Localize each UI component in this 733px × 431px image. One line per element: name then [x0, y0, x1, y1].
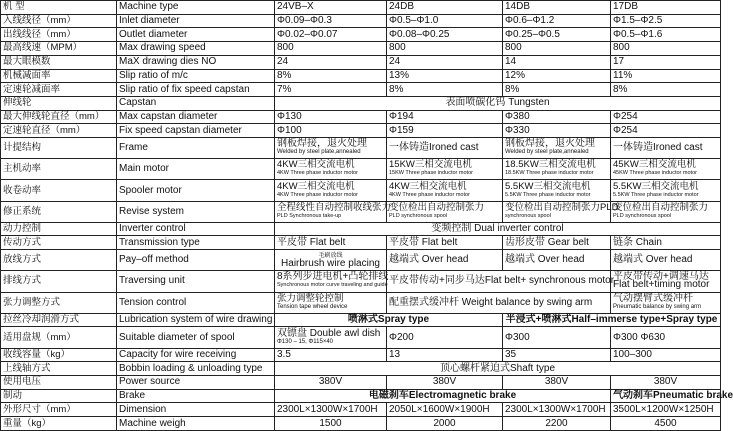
cell-text: 4KW三相交流电机 [389, 180, 467, 192]
row-label-cn: 计提结构 [1, 138, 117, 159]
table-row [1, 236, 721, 250]
table-cell [275, 250, 387, 271]
table-cell [387, 180, 503, 201]
value-cell: 17DB [611, 1, 721, 15]
value-cell: Φ254 [611, 124, 721, 138]
value-cell: Φ330 [503, 124, 611, 138]
cell-text: 5.5KW Three phase inductor motor [505, 191, 591, 198]
table-cell: Φ200 [387, 327, 503, 348]
table-cell [275, 138, 387, 159]
cell-text: 4KW Three phase inductor motor [277, 170, 358, 177]
value-cell: 7% [275, 83, 387, 97]
cell-text: 4KW Three phase inductor motor [389, 191, 470, 198]
value-cell: 8% [611, 83, 721, 97]
cell-text: synchronous spool [505, 212, 551, 219]
cell-text: PLD Synchronous take-up [277, 212, 342, 219]
row-label-cn: 使用电压 [1, 376, 117, 390]
table-cell: 越端式 Over head [503, 250, 611, 271]
table-row [1, 138, 721, 159]
cell-text: 45KW Three phase inductor motor [613, 170, 697, 177]
table-row [1, 389, 721, 403]
table-cell [275, 292, 387, 313]
cell-text: 变位检出自动控制张力 [613, 201, 709, 213]
table-cell: 4500 [611, 417, 721, 431]
table-cell: 2300L×1300W×1700H [503, 403, 611, 417]
table-row [1, 83, 721, 97]
value-cell: 13% [387, 69, 503, 83]
row-label-cn: 重量（kg） [1, 417, 117, 431]
row-label-cn: 最大眼模数 [1, 55, 117, 69]
value-cell: Φ254 [611, 110, 721, 124]
row-label-en: Slip ratio of m/c [117, 69, 275, 83]
cell-text: 45KW三相交流电机 [613, 159, 696, 171]
value-cell: 24DB [387, 1, 503, 15]
table-cell [503, 159, 611, 180]
table-cell: 3.5 [275, 348, 387, 362]
cell-text: 4KW三相交流电机 [277, 180, 355, 192]
table-cell: 越端式 Over head [611, 250, 721, 271]
row-label-cn: 张力调整方式 [1, 292, 117, 313]
table-cell [275, 159, 387, 180]
table-row [1, 313, 721, 327]
table-row [1, 250, 721, 271]
row-label-cn: 动力控制 [1, 222, 117, 236]
cell-text: 5.5KW三相交流电机 [505, 180, 591, 192]
table-cell: 2300L×1300W×1700H [275, 403, 387, 417]
table-row [1, 96, 721, 110]
table-cell: 2050L×1600W×1900H [387, 403, 503, 417]
row-label-cn: 主机动率 [1, 159, 117, 180]
table-cell: 平皮带 Flat belt [275, 236, 387, 250]
value-cell: Φ130 [275, 110, 387, 124]
table-cell: 一体铸造Ironed cast [611, 138, 721, 159]
value-cell: 24VB–X [275, 1, 387, 15]
cell-text: 张力调整轮控制 [277, 292, 344, 304]
row-label-en: Dimension [117, 403, 275, 417]
row-label-cn: 收卷动率 [1, 180, 117, 201]
cell-text: 4KW三相交流电机 [277, 159, 355, 171]
row-label-en: Power source [117, 376, 275, 390]
row-label-en: Fix speed capstan diameter [117, 124, 275, 138]
value-cell: 800 [275, 42, 387, 56]
cell-text: 15KW三相交流电机 [389, 159, 472, 171]
cell-text: 8系列步进电机+凸轮排线 [277, 271, 389, 283]
spanned-value: 变频控制 Dual inverter control [275, 222, 721, 236]
table-cell [611, 180, 721, 201]
value-cell: Φ0.02–Φ0.07 [275, 28, 387, 42]
table-row [1, 403, 721, 417]
table-cell [275, 201, 392, 222]
table-cell: 喷淋式Spray type [275, 313, 503, 327]
row-label-en: Brake [117, 389, 275, 403]
cell-text: 变位检出自动控制张力 [389, 201, 485, 213]
row-label-en: Outlet diameter [117, 28, 275, 42]
row-label-en: Bobbin loading & unloading type [117, 362, 275, 376]
table-row [1, 42, 721, 56]
cell-text: Synchronous motor curve traveling and guide [277, 282, 388, 289]
cell-text: Welded by steel plate,annealed [277, 149, 361, 156]
table-row [1, 55, 721, 69]
table-row [1, 201, 721, 222]
value-cell: Φ0.09–Φ0.3 [275, 14, 387, 28]
table-cell [611, 159, 721, 180]
cell-text: Welded by steel plate,annealed [505, 149, 589, 156]
table-cell: 一体铸造Ironed cast [387, 138, 503, 159]
table-cell: 380V [611, 376, 721, 390]
row-label-cn: 入线线径（mm） [1, 14, 117, 28]
table-cell [611, 292, 721, 313]
value-cell: Φ0.5–Φ1.0 [387, 14, 503, 28]
table-row [1, 110, 721, 124]
row-label-cn: 外形尺寸（mm） [1, 403, 117, 417]
table-row [1, 159, 721, 180]
table-cell: 380V [387, 376, 503, 390]
table-row [1, 69, 721, 83]
table-cell: 35 [503, 348, 611, 362]
table-row [1, 376, 721, 390]
table-cell: 380V [503, 376, 611, 390]
value-cell: 17 [611, 55, 721, 69]
value-cell: 14 [503, 55, 611, 69]
table-cell [611, 201, 721, 222]
table-cell [387, 159, 503, 180]
value-cell: Φ0.5–Φ1.6 [611, 28, 721, 42]
row-label-en: Traversing unit [117, 271, 275, 292]
table-cell: 380V [275, 376, 387, 390]
cell-text: 双镖盘 Double awl dish [277, 327, 381, 339]
table-row [1, 271, 721, 292]
value-cell: 12% [503, 69, 611, 83]
table-cell: 13 [387, 348, 503, 362]
table-cell: 1500 [275, 417, 387, 431]
value-cell: Φ100 [275, 124, 387, 138]
row-label-en: Main motor [117, 159, 275, 180]
table-row [1, 327, 721, 348]
row-label-cn: 定速轮直径（mm） [1, 124, 117, 138]
table-row [1, 124, 721, 138]
cell-text: PLD synchronous spool [389, 212, 448, 219]
cell-text: Flat belt+timing motor [613, 279, 710, 291]
value-cell: 800 [503, 42, 611, 56]
row-label-en: Suitable diameter of spool [117, 327, 275, 348]
table-cell [275, 271, 387, 292]
cell-text: 15KW Three phase inductor motor [389, 170, 473, 177]
table-row [1, 180, 721, 201]
row-label-en: Max capstan diameter [117, 110, 275, 124]
table-cell: 配重摆式缓冲杆 Weight balance by swing arm [387, 292, 611, 313]
row-label-en: Transmission type [117, 236, 275, 250]
table-cell: 2000 [387, 417, 503, 431]
table-row [1, 417, 721, 431]
cell-text: Pneumatic balance by swing arm [613, 303, 702, 310]
row-label-cn: 最高线速（MPM） [1, 42, 117, 56]
table-cell: 半浸式+喷淋式Half–immerse type+Spray type [503, 313, 721, 327]
row-label-en: Capstan [117, 96, 275, 110]
table-cell: 2200 [503, 417, 611, 431]
cell-text: 5.5KW三相交流电机 [613, 180, 699, 192]
row-label-en: Machine weigh [117, 417, 275, 431]
cell-text: PLD synchronous spool [613, 212, 672, 219]
value-cell: Φ0.25–Φ0.5 [503, 28, 611, 42]
value-cell: 24 [275, 55, 387, 69]
table-cell: 链条 Chain [611, 236, 721, 250]
row-label-en: Machine type [117, 1, 275, 15]
row-label-cn: 制动 [1, 389, 117, 403]
table-cell: 3500L×1200W×1250H [611, 403, 721, 417]
row-label-en: Lubrication system of wire drawing [117, 313, 275, 327]
table-cell [503, 201, 619, 222]
cell-text: Hairbrush wire placing [281, 258, 380, 270]
table-cell: Φ300 [503, 327, 611, 348]
table-cell: 气动刹车Pneumatic brake [611, 389, 721, 403]
value-cell: Φ1.5–Φ2.5 [611, 14, 721, 28]
table-cell: 100–300 [611, 348, 721, 362]
row-label-en: Max drawing speed [117, 42, 275, 56]
table-cell [503, 138, 611, 159]
row-label-en: Capacity for wire receiving [117, 348, 275, 362]
value-cell: Φ194 [387, 110, 503, 124]
value-cell: 800 [387, 42, 503, 56]
cell-text: 平皮带传动+调速马达 [613, 271, 709, 283]
value-cell: Φ0.6–Φ1.2 [503, 14, 611, 28]
table-row [1, 1, 721, 15]
row-label-en: Spooler motor [117, 180, 275, 201]
cell-text: 18.5KW三相交流电机 [505, 159, 596, 171]
table-cell: 平皮带 Flat belt [387, 236, 503, 250]
table-cell [387, 201, 503, 222]
table-row [1, 14, 721, 28]
table-cell: 齿形皮带 Gear belt [503, 236, 611, 250]
table-cell: 越端式 Over head [387, 250, 503, 271]
row-label-en: Revise system [117, 201, 275, 222]
row-label-en: Slip ratio of fix speed capstan [117, 83, 275, 97]
row-label-en: MaX drawing dies NO [117, 55, 275, 69]
table-row [1, 292, 721, 313]
value-cell: 800 [611, 42, 721, 56]
cell-text: 钢板焊接，退火处理 [505, 138, 595, 150]
cell-text: 18.5KW Three phase inductor motor [505, 170, 594, 177]
value-cell: 11% [611, 69, 721, 83]
row-label-en: Inlet diameter [117, 14, 275, 28]
row-label-cn: 上线轴方式 [1, 362, 117, 376]
row-label-en: Pay–off method [117, 250, 275, 271]
row-label-cn: 机 型 [1, 1, 117, 15]
row-label-cn: 最大伸线轮直径（mm） [1, 110, 117, 124]
value-cell: 8% [387, 83, 503, 97]
value-cell: 14DB [503, 1, 611, 15]
cell-text: Φ130 – 15, Φ115×40 [277, 338, 334, 345]
spanned-value: 表面喷碳化钨 Tungsten [275, 96, 721, 110]
row-label-en: Tension control [117, 292, 275, 313]
table-cell: Φ300 Φ630 [611, 327, 721, 348]
cell-text: Tension tape wheel device [277, 303, 348, 310]
value-cell: Φ0.08–Φ0.25 [387, 28, 503, 42]
cell-text: 4KW Three phase inductor motor [277, 191, 358, 198]
table-row [1, 348, 721, 362]
row-label-cn: 收线容量（kg） [1, 348, 117, 362]
row-label-cn: 拉丝冷却润滑方式 [1, 313, 117, 327]
table-cell [611, 271, 721, 292]
value-cell: 8% [503, 83, 611, 97]
table-cell [503, 180, 611, 201]
row-label-cn: 传动方式 [1, 236, 117, 250]
table-row [1, 28, 721, 42]
spanned-value: 顶心螺杆紧迫式Shaft type [275, 362, 721, 376]
value-cell: 8% [275, 69, 387, 83]
row-label-en: Frame [117, 138, 275, 159]
row-label-cn: 修正系统 [1, 201, 117, 222]
row-label-cn: 放线方式 [1, 250, 117, 271]
table-row [1, 222, 721, 236]
value-cell: 24 [387, 55, 503, 69]
cell-text: 气动摆臂式缓冲杆 [613, 292, 693, 304]
row-label-cn: 排线方式 [1, 271, 117, 292]
row-label-cn: 出线线径（mm） [1, 28, 117, 42]
cell-text: 钢板焊接，退火处理 [277, 138, 367, 150]
value-cell: Φ380 [503, 110, 611, 124]
table-cell [275, 327, 387, 348]
table-cell: 平皮带传动+同步马达Flat belt+ synchronous motor [387, 271, 611, 292]
value-cell: Φ159 [387, 124, 503, 138]
cell-text: 毛刷放线 [318, 253, 343, 260]
table-cell [275, 180, 387, 201]
table-cell: 电磁刹车Electromagnetic brake [275, 389, 611, 403]
row-label-en: Inverter control [117, 222, 275, 236]
cell-text: 全程线性自动控制收线张力 [277, 201, 392, 213]
row-label-cn: 机械减面率 [1, 69, 117, 83]
row-label-cn: 伸线轮 [1, 96, 117, 110]
row-label-cn: 适用盘规（mm） [1, 327, 117, 348]
cell-text: 5.5KW Three phase inductor motor [613, 191, 699, 198]
cell-text: 变位检出自动控制张力PLD [505, 201, 619, 213]
row-label-cn: 定速轮减面率 [1, 83, 117, 97]
table-row [1, 362, 721, 376]
